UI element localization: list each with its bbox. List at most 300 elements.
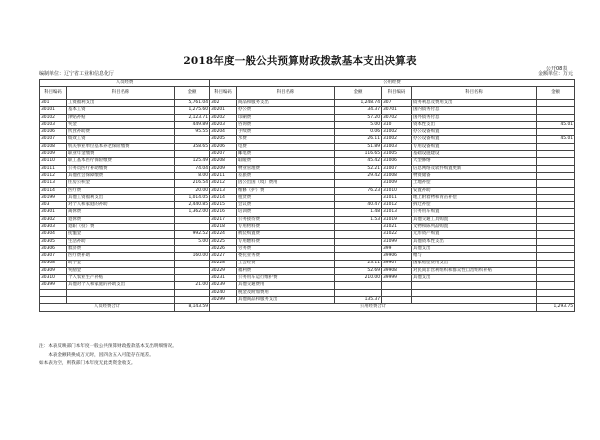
public-total-value: 1,293.75 bbox=[537, 304, 575, 311]
personnel-code-cell: 30111 bbox=[40, 165, 67, 172]
other-amount-cell bbox=[537, 260, 575, 267]
table-row bbox=[40, 158, 575, 165]
other-amount-cell bbox=[537, 224, 575, 231]
public-code-cell: 30207 bbox=[210, 151, 237, 158]
personnel-code-cell: 30113 bbox=[40, 180, 67, 187]
public-group-header: 公用经费 bbox=[210, 80, 575, 87]
public-name-cell: 福利费 bbox=[237, 267, 335, 274]
public-amount-cell: 26.11 bbox=[335, 136, 382, 143]
other-code-cell: 307 bbox=[382, 100, 412, 107]
table-row bbox=[40, 260, 575, 267]
public-total-label: 公用经费合计 bbox=[210, 304, 537, 311]
other-name-cell: 土地补偿 bbox=[412, 180, 537, 187]
public-name-cell: 税金及附加费用 bbox=[237, 289, 335, 296]
personnel-amount-cell bbox=[175, 245, 210, 252]
personnel-amount-cell bbox=[175, 297, 210, 304]
personnel-code-cell: 303 bbox=[40, 202, 67, 209]
other-name-cell: 拆迁补偿 bbox=[412, 202, 537, 209]
other-amount-cell: 45.01 bbox=[537, 121, 575, 128]
personnel-name-cell: 基本工资 bbox=[67, 107, 175, 114]
personnel-name-cell: 其他社会保障缴费 bbox=[67, 172, 175, 179]
amount-unit: 金额单位：万元 bbox=[538, 71, 574, 77]
personnel-name-cell: 其他工资福利支出 bbox=[67, 194, 175, 201]
table-row bbox=[40, 151, 575, 158]
other-amount-cell bbox=[537, 297, 575, 304]
personnel-code-cell: 30102 bbox=[40, 114, 67, 121]
table-row bbox=[40, 180, 575, 187]
personnel-amount-cell: 992.52 bbox=[175, 231, 210, 238]
table-row bbox=[40, 216, 575, 223]
other-code-cell: 39907 bbox=[382, 260, 412, 267]
personnel-code-cell: 30106 bbox=[40, 129, 67, 136]
public-amount-cell: 5.00 bbox=[335, 121, 382, 128]
public-code-cell: 30239 bbox=[210, 282, 237, 289]
personnel-amount-cell: 74.04 bbox=[175, 165, 210, 172]
public-name-cell: 公务接待费 bbox=[237, 216, 335, 223]
table-row bbox=[40, 253, 575, 260]
personnel-amount-cell: 216.54 bbox=[175, 180, 210, 187]
personnel-name-cell: 抚恤金 bbox=[67, 231, 175, 238]
note-line: 注：本表反映部门本年度一般公共预算财政拨款基本支出明细情况。 bbox=[39, 344, 177, 349]
personnel-amount-cell: 21.00 bbox=[175, 282, 210, 289]
public-name-cell: 其他商品和服务支出 bbox=[237, 297, 335, 304]
other-amount-cell bbox=[537, 107, 575, 114]
other-name-cell: 国家赔偿费用支出 bbox=[412, 260, 537, 267]
public-amount-cell: 210.00 bbox=[335, 275, 382, 282]
table-row bbox=[40, 297, 575, 304]
public-amount-cell bbox=[335, 231, 382, 238]
column-header-code: 科目编码 bbox=[382, 87, 412, 100]
note-line: 如本表为空，则我部门本年度无此类资金收支。 bbox=[39, 361, 136, 367]
personnel-code-cell: 30301 bbox=[40, 209, 67, 216]
public-name-cell: 手续费 bbox=[237, 129, 335, 136]
personnel-name-cell: 职工基本医疗保险缴费 bbox=[67, 158, 175, 165]
table-row bbox=[40, 194, 575, 201]
other-code-cell: 39906 bbox=[382, 253, 412, 260]
other-code-cell: 30702 bbox=[382, 114, 412, 121]
other-amount-cell bbox=[537, 267, 575, 274]
other-name-cell: 大型修缮 bbox=[412, 158, 537, 165]
public-code-cell: 30203 bbox=[210, 121, 237, 128]
other-name-cell bbox=[412, 297, 537, 304]
other-code-cell: 31007 bbox=[382, 165, 412, 172]
table-body bbox=[40, 80, 575, 312]
other-amount-cell bbox=[537, 129, 575, 136]
other-name-cell: 基础设施建设 bbox=[412, 151, 537, 158]
other-amount-cell bbox=[537, 143, 575, 150]
public-code-cell: 30213 bbox=[210, 187, 237, 194]
public-name-cell: 咨询费 bbox=[237, 121, 335, 128]
personnel-code-cell: 30107 bbox=[40, 136, 67, 143]
public-amount-cell: 135.37 bbox=[335, 297, 382, 304]
public-code-cell: 30206 bbox=[210, 143, 237, 150]
other-amount-cell bbox=[537, 158, 575, 165]
other-code-cell: 39908 bbox=[382, 267, 412, 274]
personnel-amount-cell bbox=[175, 275, 210, 282]
other-amount-cell bbox=[537, 209, 575, 216]
other-name-cell: 安置补助 bbox=[412, 187, 537, 194]
other-name-cell: 对民间非营利组织和群众性自治组织补贴 bbox=[412, 267, 537, 274]
personnel-name-cell: 工资福利支出 bbox=[67, 100, 175, 107]
public-amount-cell bbox=[335, 238, 382, 245]
personnel-name-cell bbox=[67, 289, 175, 296]
personnel-code-cell: 30302 bbox=[40, 216, 67, 223]
personnel-code-cell: 30304 bbox=[40, 231, 67, 238]
personnel-name-cell: 公务员医疗补助缴费 bbox=[67, 165, 175, 172]
personnel-code-cell: 30399 bbox=[40, 282, 67, 289]
other-name-cell: 地上附着物和青苗补偿 bbox=[412, 194, 537, 201]
other-name-cell: 办公设备购置 bbox=[412, 136, 537, 143]
public-amount-cell: 57.20 bbox=[335, 114, 382, 121]
other-code-cell: 31006 bbox=[382, 158, 412, 165]
public-code-cell: 30211 bbox=[210, 172, 237, 179]
other-name-cell: 债务利息及费用支出 bbox=[412, 100, 537, 107]
form-number: 公开08表 bbox=[546, 66, 568, 72]
public-name-cell: 取暖费 bbox=[237, 158, 335, 165]
public-name-cell: 维修（护）费 bbox=[237, 187, 335, 194]
public-amount-cell: 0.06 bbox=[335, 129, 382, 136]
personnel-name-cell: 住房公积金 bbox=[67, 180, 175, 187]
other-name-cell: 文物和陈列品购置 bbox=[412, 224, 537, 231]
personnel-name-cell: 个人农业生产补贴 bbox=[67, 275, 175, 282]
other-amount-cell: 45.01 bbox=[537, 136, 575, 143]
personnel-amount-cell bbox=[175, 224, 210, 231]
other-amount-cell bbox=[537, 245, 575, 252]
personnel-name-cell: 退休费 bbox=[67, 216, 175, 223]
other-code-cell: 31009 bbox=[382, 180, 412, 187]
other-name-cell: 物资储备 bbox=[412, 172, 537, 179]
column-header-code: 科目编码 bbox=[210, 87, 237, 100]
public-name-cell: 专用材料费 bbox=[237, 224, 335, 231]
other-code-cell bbox=[382, 282, 412, 289]
personnel-amount-cell: 5.00 bbox=[175, 238, 210, 245]
public-code-cell: 30204 bbox=[210, 129, 237, 136]
public-amount-cell bbox=[335, 224, 382, 231]
public-amount-cell: 45.42 bbox=[335, 158, 382, 165]
public-code-cell: 30208 bbox=[210, 158, 237, 165]
public-code-cell: 302 bbox=[210, 100, 237, 107]
table-row bbox=[40, 187, 575, 194]
public-name-cell: 物业管理费 bbox=[237, 165, 335, 172]
other-amount-cell bbox=[537, 114, 575, 121]
column-header-code: 科目编码 bbox=[40, 87, 67, 100]
public-code-cell: 30201 bbox=[210, 107, 237, 114]
public-name-cell: 公务用车运行维护费 bbox=[237, 275, 335, 282]
public-name-cell: 水费 bbox=[237, 136, 335, 143]
public-code-cell: 30217 bbox=[210, 216, 237, 223]
other-amount-cell bbox=[537, 253, 575, 260]
personnel-code-cell: 30103 bbox=[40, 121, 67, 128]
other-amount-cell bbox=[537, 165, 575, 172]
public-amount-cell: 1,248.74 bbox=[335, 100, 382, 107]
public-amount-cell: 29.42 bbox=[335, 172, 382, 179]
other-code-cell: 31022 bbox=[382, 231, 412, 238]
public-name-cell: 培训费 bbox=[237, 209, 335, 216]
other-code-cell bbox=[382, 297, 412, 304]
other-name-cell: 国内债务付息 bbox=[412, 107, 537, 114]
personnel-amount-cell bbox=[175, 216, 210, 223]
personnel-name-cell bbox=[67, 297, 175, 304]
personnel-name-cell: 助学金 bbox=[67, 260, 175, 267]
public-name-cell: 邮电费 bbox=[237, 151, 335, 158]
table-row bbox=[40, 136, 575, 143]
table-row bbox=[40, 165, 575, 172]
public-amount-cell: 116.65 bbox=[335, 151, 382, 158]
other-amount-cell bbox=[537, 187, 575, 194]
other-name-cell bbox=[412, 282, 537, 289]
personnel-amount-cell: 1,362.00 bbox=[175, 209, 210, 216]
other-code-cell: 31008 bbox=[382, 172, 412, 179]
other-amount-cell bbox=[537, 289, 575, 296]
other-name-cell: 无形资产购置 bbox=[412, 231, 537, 238]
table-row bbox=[40, 275, 575, 282]
public-code-cell: 30224 bbox=[210, 231, 237, 238]
personnel-code-cell: 30308 bbox=[40, 260, 67, 267]
personnel-amount-cell bbox=[175, 260, 210, 267]
personnel-amount-cell bbox=[175, 289, 210, 296]
public-amount-cell: 52.21 bbox=[335, 165, 382, 172]
other-amount-cell bbox=[537, 202, 575, 209]
other-code-cell: 310 bbox=[382, 121, 412, 128]
other-code-cell: 31002 bbox=[382, 136, 412, 143]
other-amount-cell bbox=[537, 231, 575, 238]
other-code-cell: 31010 bbox=[382, 187, 412, 194]
personnel-amount-cell: 2,123.71 bbox=[175, 114, 210, 121]
other-code-cell: 31019 bbox=[382, 216, 412, 223]
table-row bbox=[40, 143, 575, 150]
table-row bbox=[40, 114, 575, 121]
public-name-cell: 劳务费 bbox=[237, 245, 335, 252]
header-row-groups bbox=[40, 80, 575, 87]
personnel-name-cell: 医疗费补助 bbox=[67, 253, 175, 260]
public-amount-cell: 1.53 bbox=[335, 216, 382, 223]
public-name-cell: 因公出国（境）费用 bbox=[237, 180, 335, 187]
public-amount-cell bbox=[335, 282, 382, 289]
other-code-cell: 31012 bbox=[382, 202, 412, 209]
public-name-cell: 会议费 bbox=[237, 202, 335, 209]
table-row bbox=[40, 224, 575, 231]
personnel-group-header: 人员经费 bbox=[40, 80, 210, 87]
personnel-code-cell: 30110 bbox=[40, 158, 67, 165]
other-code-cell: 31003 bbox=[382, 143, 412, 150]
personnel-name-cell: 救济费 bbox=[67, 245, 175, 252]
public-code-cell: 30240 bbox=[210, 289, 237, 296]
public-amount-cell: 76.23 bbox=[335, 187, 382, 194]
column-header-name: 科目名称 bbox=[67, 87, 175, 100]
expenditure-table bbox=[39, 79, 575, 312]
other-amount-cell bbox=[537, 151, 575, 158]
personnel-code-cell: 30307 bbox=[40, 253, 67, 260]
header-row-columns bbox=[40, 87, 575, 100]
personnel-amount-cell bbox=[175, 267, 210, 274]
public-name-cell: 商品和服务支出 bbox=[237, 100, 335, 107]
personnel-name-cell: 其他对个人和家庭的补助支出 bbox=[67, 282, 175, 289]
note-line: 本表金额转换成万元时，因四舍五入可能存在尾差。 bbox=[39, 352, 154, 358]
public-code-cell: 30205 bbox=[210, 136, 237, 143]
other-name-cell: 办公设备购置 bbox=[412, 129, 537, 136]
table-row bbox=[40, 209, 575, 216]
other-code-cell: 31099 bbox=[382, 238, 412, 245]
public-code-cell: 30228 bbox=[210, 260, 237, 267]
public-code-cell: 30212 bbox=[210, 180, 237, 187]
public-code-cell: 30202 bbox=[210, 114, 237, 121]
public-name-cell: 被装购置费 bbox=[237, 231, 335, 238]
other-amount-cell bbox=[537, 238, 575, 245]
report-title: 2018年度一般公共预算财政拨款基本支出决算表 bbox=[183, 55, 417, 67]
table-row bbox=[40, 172, 575, 179]
public-name-cell: 租赁费 bbox=[237, 194, 335, 201]
public-amount-cell bbox=[335, 180, 382, 187]
table-row bbox=[40, 202, 575, 209]
table-row bbox=[40, 238, 575, 245]
personnel-code-cell: 30109 bbox=[40, 151, 67, 158]
expenditure-table-container bbox=[39, 79, 574, 312]
personnel-name-cell: 职业年金缴费 bbox=[67, 151, 175, 158]
public-name-cell: 差旅费 bbox=[237, 172, 335, 179]
public-amount-cell: 34.37 bbox=[335, 107, 382, 114]
other-name-cell: 其他资本性支出 bbox=[412, 238, 537, 245]
other-code-cell: 31002 bbox=[382, 129, 412, 136]
other-name-cell: 信息网络及软件购置更新 bbox=[412, 165, 537, 172]
public-code-cell: 30214 bbox=[210, 194, 237, 201]
personnel-code-cell bbox=[40, 289, 67, 296]
other-name-cell: 其他支出 bbox=[412, 245, 537, 252]
public-amount-cell: 1.48 bbox=[335, 209, 382, 216]
column-header-amount: 金额 bbox=[175, 87, 210, 100]
personnel-name-cell: 退职（役）费 bbox=[67, 224, 175, 231]
personnel-name-cell: 生活补助 bbox=[67, 238, 175, 245]
public-code-cell: 30218 bbox=[210, 224, 237, 231]
table-row bbox=[40, 100, 575, 107]
public-amount-cell: 40.47 bbox=[335, 202, 382, 209]
other-name-cell bbox=[412, 289, 537, 296]
personnel-name-cell: 对个人和家庭的补助 bbox=[67, 202, 175, 209]
table-row bbox=[40, 129, 575, 136]
personnel-amount-cell: 95.55 bbox=[175, 129, 210, 136]
public-code-cell: 30215 bbox=[210, 202, 237, 209]
table-row bbox=[40, 231, 575, 238]
personnel-name-cell: 医疗费 bbox=[67, 187, 175, 194]
public-amount-cell: 51.89 bbox=[335, 143, 382, 150]
other-amount-cell bbox=[537, 282, 575, 289]
personnel-code-cell: 30310 bbox=[40, 275, 67, 282]
other-code-cell: 399 bbox=[382, 245, 412, 252]
table-row bbox=[40, 121, 575, 128]
table-row bbox=[40, 107, 575, 114]
public-name-cell: 电费 bbox=[237, 143, 335, 150]
public-code-cell: 30226 bbox=[210, 245, 237, 252]
personnel-code-cell: 30108 bbox=[40, 143, 67, 150]
personnel-code-cell: 30101 bbox=[40, 107, 67, 114]
personnel-code-cell: 301 bbox=[40, 100, 67, 107]
public-name-cell: 工会经费 bbox=[237, 260, 335, 267]
other-name-cell: 其他支出 bbox=[412, 275, 537, 282]
column-header-amount: 金额 bbox=[537, 87, 575, 100]
personnel-name-cell: 奖金 bbox=[67, 121, 175, 128]
public-name-cell: 印刷费 bbox=[237, 114, 335, 121]
personnel-code-cell: 30112 bbox=[40, 172, 67, 179]
other-amount-cell bbox=[537, 216, 575, 223]
public-code-cell: 30227 bbox=[210, 253, 237, 260]
other-code-cell: 39999 bbox=[382, 275, 412, 282]
compiling-unit: 编制单位：辽宁省工业和信息化厅 bbox=[39, 71, 115, 77]
public-amount-cell: 52.69 bbox=[335, 267, 382, 274]
other-code-cell: 30701 bbox=[382, 107, 412, 114]
other-amount-cell bbox=[537, 172, 575, 179]
personnel-code-cell bbox=[40, 297, 67, 304]
public-code-cell: 30225 bbox=[210, 238, 237, 245]
column-header-amount: 金额 bbox=[335, 87, 382, 100]
other-code-cell: 31021 bbox=[382, 224, 412, 231]
other-code-cell: 31013 bbox=[382, 209, 412, 216]
personnel-amount-cell: 1,275.60 bbox=[175, 107, 210, 114]
personnel-name-cell: 绩效工资 bbox=[67, 136, 175, 143]
personnel-amount-cell: 8.00 bbox=[175, 172, 210, 179]
table-row bbox=[40, 289, 575, 296]
public-name-cell: 委托业务费 bbox=[237, 253, 335, 260]
personnel-amount-cell: 20.00 bbox=[175, 187, 210, 194]
public-name-cell: 办公费 bbox=[237, 107, 335, 114]
table-row bbox=[40, 245, 575, 252]
other-code-cell: 31005 bbox=[382, 151, 412, 158]
public-name-cell: 专用燃料费 bbox=[237, 238, 335, 245]
column-header-name: 科目名称 bbox=[237, 87, 335, 100]
personnel-amount-cell bbox=[175, 136, 210, 143]
report-notes bbox=[39, 343, 177, 369]
personnel-amount-cell: 160.00 bbox=[175, 253, 210, 260]
public-code-cell: 30299 bbox=[210, 297, 237, 304]
other-name-cell: 公务用车购置 bbox=[412, 209, 537, 216]
personnel-code-cell: 30309 bbox=[40, 267, 67, 274]
public-amount-cell bbox=[335, 289, 382, 296]
personnel-amount-cell bbox=[175, 151, 210, 158]
table-row bbox=[40, 267, 575, 274]
personnel-amount-cell: 1,014.05 bbox=[175, 194, 210, 201]
other-name-cell: 国外债务付息 bbox=[412, 114, 537, 121]
public-code-cell: 30231 bbox=[210, 275, 237, 282]
personnel-name-cell: 离休费 bbox=[67, 209, 175, 216]
personnel-amount-cell: 5,761.04 bbox=[175, 100, 210, 107]
other-code-cell bbox=[382, 289, 412, 296]
personnel-amount-cell: 2,440.85 bbox=[175, 202, 210, 209]
personnel-code-cell: 30199 bbox=[40, 194, 67, 201]
personnel-name-cell: 伙食补助费 bbox=[67, 129, 175, 136]
public-amount-cell: 23.11 bbox=[335, 260, 382, 267]
public-code-cell: 30209 bbox=[210, 165, 237, 172]
personnel-total-label: 人员经费合计 bbox=[40, 304, 175, 311]
other-name-cell: 其他交通工具购置 bbox=[412, 216, 537, 223]
personnel-amount-cell: 358.65 bbox=[175, 143, 210, 150]
public-amount-cell bbox=[335, 194, 382, 201]
public-name-cell: 其他交通费用 bbox=[237, 282, 335, 289]
public-amount-cell bbox=[335, 253, 382, 260]
personnel-name-cell: 机关事业单位基本养老保险缴费 bbox=[67, 143, 175, 150]
personnel-code-cell: 30305 bbox=[40, 238, 67, 245]
other-name-cell: 资本性支出 bbox=[412, 121, 537, 128]
other-amount-cell bbox=[537, 100, 575, 107]
other-amount-cell bbox=[537, 180, 575, 187]
personnel-name-cell: 奖励金 bbox=[67, 267, 175, 274]
other-amount-cell bbox=[537, 194, 575, 201]
public-code-cell: 30229 bbox=[210, 267, 237, 274]
other-name-cell: 专用设备购置 bbox=[412, 143, 537, 150]
other-name-cell: 赠与 bbox=[412, 253, 537, 260]
personnel-code-cell: 30306 bbox=[40, 245, 67, 252]
personnel-code-cell: 30114 bbox=[40, 187, 67, 194]
totals-row bbox=[40, 304, 575, 311]
personnel-name-cell: 津贴补贴 bbox=[67, 114, 175, 121]
other-amount-cell bbox=[537, 275, 575, 282]
